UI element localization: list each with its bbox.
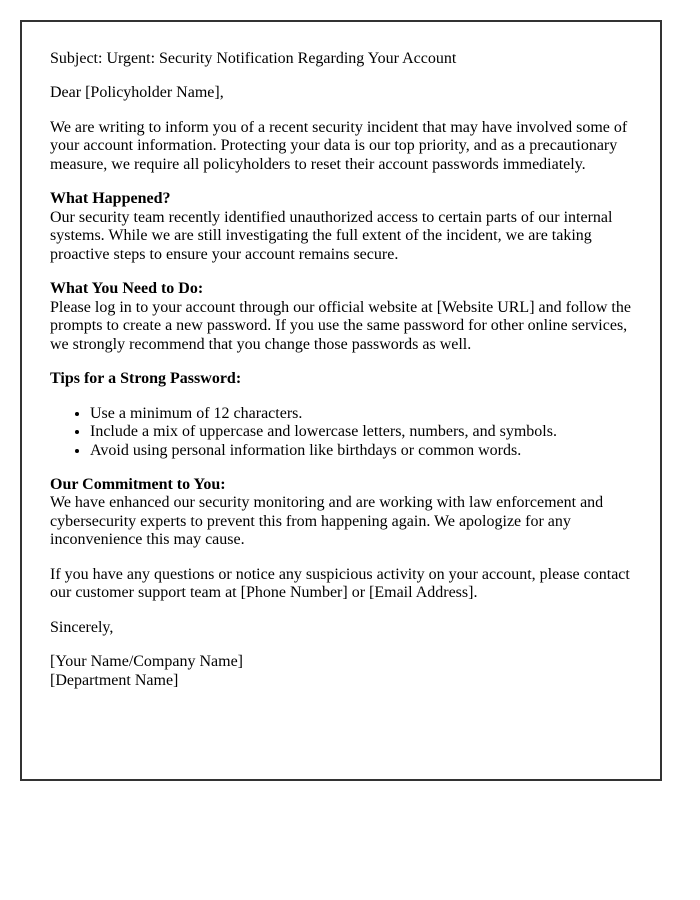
tip-item-2: • Include a mix of uppercase and lowercase letters, numbers, and symbols. — [90, 423, 632, 441]
password-tips-list — [50, 405, 632, 460]
what-happened-heading: What Happened? — [50, 190, 171, 208]
commitment-heading: Our Commitment to You: — [50, 475, 226, 493]
tips-heading: Tips for a Strong Password: — [50, 370, 242, 388]
letter-container — [20, 20, 662, 781]
what-you-need-body: Please log in to your account through our official website at [Website URL] and follow the prompts to create a new password. If you use the same password for other online services, we strongly recommend that you change those passwords as well. — [50, 298, 631, 353]
tip-item-1: • Use a minimum of 12 characters. — [90, 405, 632, 423]
subject-line: Subject: Urgent: Security Notification Regarding Your Account — [50, 50, 457, 67]
salutation: Dear [Policyholder Name], — [50, 84, 224, 102]
what-you-need-heading: What You Need to Do: — [50, 280, 204, 298]
signoff: Sincerely, — [50, 618, 114, 636]
intro-paragraph: We are writing to inform you of a recent security incident that may have involved some of your account information. Protecting your data is our top priority, and as a precautionary measure, we require all policyholders to reset their account passwords immediately. — [50, 118, 628, 173]
signature-department: [Department Name] — [50, 671, 179, 689]
signature-name: [Your Name/Company Name] — [50, 653, 244, 671]
section-what-you-need — [50, 280, 632, 354]
tip-item-3: • Avoid using personal information like birthdays or common words. — [90, 442, 632, 460]
what-happened-body: Our security team recently identified unauthorized access to certain parts of our internal systems. While we are still investigating the full extent of the incident, we are taking proactive steps to ensure your account remains secure. — [50, 208, 613, 263]
signature-block — [50, 653, 632, 690]
tips-heading-paragraph — [50, 370, 632, 388]
commitment-body: We have enhanced our security monitoring and are working with law enforcement and cybersecurity experts to prevent this from happening again. We apologize for any inconvenience this may cause. — [50, 494, 604, 549]
section-what-happened — [50, 190, 632, 264]
contact-paragraph: If you have any questions or notice any suspicious activity on your account, please contact our customer support team at [Phone Number] or [Email Address]. — [50, 565, 630, 602]
section-commitment — [50, 476, 632, 550]
